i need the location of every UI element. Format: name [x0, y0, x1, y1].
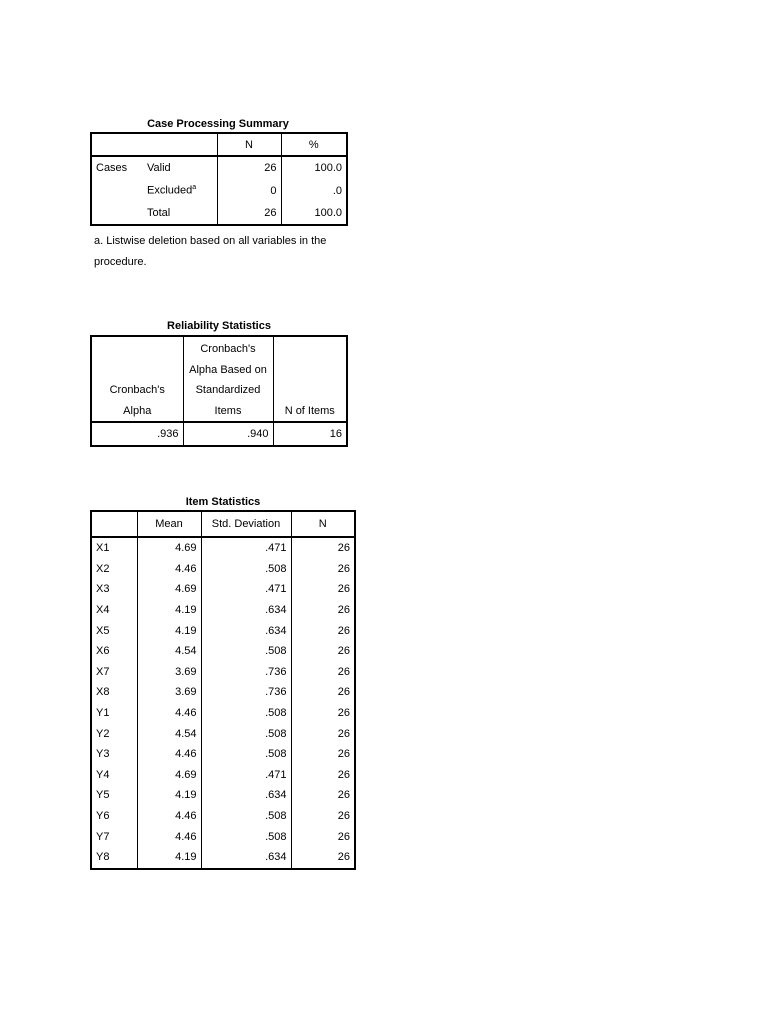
cell-item: Y2	[96, 727, 110, 740]
group-label: Cases	[96, 162, 128, 174]
table-header-row	[91, 511, 355, 537]
cell-item: X1	[96, 542, 110, 555]
cell-mean: 4.19	[137, 785, 201, 806]
table-row	[91, 723, 355, 744]
col-header-mean: Mean	[137, 511, 201, 537]
item-rows	[91, 537, 355, 869]
header-line: Alpha	[123, 404, 152, 417]
cell-n: 26	[291, 662, 355, 683]
cell-item: Y6	[96, 810, 110, 823]
cell-sd: .634	[201, 785, 291, 806]
cell-n: 26	[291, 785, 355, 806]
col-header-n: N	[291, 511, 355, 537]
header-blank	[91, 133, 217, 156]
cell-item: Y7	[96, 830, 110, 843]
header-line: Cronbach's	[200, 343, 256, 355]
cell-sd: .471	[201, 765, 291, 786]
cell-mean: 4.19	[137, 847, 201, 869]
cell-item: X4	[96, 604, 110, 617]
table-header-row	[91, 133, 347, 156]
cell-alpha: .936	[157, 428, 179, 440]
cell-n-items: 16	[273, 422, 347, 446]
header-line: N of Items	[284, 404, 335, 417]
cell-sd: .508	[201, 703, 291, 724]
col-header-alpha	[91, 336, 183, 422]
cell-percent: 100.0	[281, 202, 347, 225]
cell-n: 26	[291, 826, 355, 847]
header-line: Standardized	[195, 384, 261, 396]
table-row	[91, 202, 347, 225]
table-header-row	[91, 336, 347, 422]
cell-sd: .634	[201, 600, 291, 621]
table-row	[91, 785, 355, 806]
cell-n: 26	[291, 806, 355, 827]
cell-mean: 4.46	[137, 806, 201, 827]
cell-n: 26	[291, 579, 355, 600]
cell-n: 26	[291, 765, 355, 786]
cell-mean: 4.69	[137, 537, 201, 559]
table-row	[91, 662, 355, 683]
cell-item: Y3	[96, 748, 110, 761]
row-label: Valid	[147, 162, 171, 174]
cell-item: X7	[96, 665, 110, 678]
cell-n: 26	[291, 847, 355, 869]
header-line: Items	[214, 404, 242, 417]
col-header-alpha-std	[183, 336, 273, 422]
group-blank	[91, 179, 143, 202]
table-row	[91, 744, 355, 765]
cell-percent: .0	[281, 179, 347, 202]
header-line: Alpha Based on	[189, 363, 267, 376]
cell-n: 26	[291, 559, 355, 580]
cell-sd: .508	[201, 723, 291, 744]
cell-mean: 3.69	[137, 662, 201, 683]
table-row	[91, 620, 355, 641]
case-processing-title: Case Processing Summary	[147, 118, 289, 130]
cell-mean: 4.46	[137, 559, 201, 580]
col-header-n: N	[217, 133, 281, 156]
cell-item: Y1	[96, 707, 110, 720]
cell-sd: .508	[201, 744, 291, 765]
cell-sd: .508	[201, 641, 291, 662]
table-row	[91, 826, 355, 847]
cell-mean: 4.46	[137, 744, 201, 765]
table-row	[91, 156, 347, 179]
cell-n: 26	[291, 723, 355, 744]
cell-item: Y4	[96, 768, 110, 781]
cell-item: X6	[96, 645, 110, 658]
table-row	[91, 422, 347, 446]
table-row	[91, 579, 355, 600]
cell-mean: 4.69	[137, 765, 201, 786]
header-blank	[91, 511, 137, 537]
cell-mean: 4.46	[137, 703, 201, 724]
footnote: a. Listwise deletion based on all variables in the procedure.	[94, 235, 327, 268]
row-label: Total	[147, 207, 171, 219]
table-row	[91, 537, 355, 559]
table-row	[91, 682, 355, 703]
cell-n: 26	[291, 744, 355, 765]
item-stats-table	[90, 510, 356, 870]
cell-n: 26	[291, 600, 355, 621]
cell-alpha-std: .940	[183, 422, 273, 446]
cell-sd: .471	[201, 537, 291, 559]
group-blank	[91, 202, 143, 225]
cell-mean: 4.19	[137, 600, 201, 621]
table-row	[91, 641, 355, 662]
table-row	[91, 806, 355, 827]
row-label	[143, 179, 217, 202]
cell-n: 26	[291, 703, 355, 724]
col-header-sd: Std. Deviation	[201, 511, 291, 537]
item-stats-title: Item Statistics	[185, 496, 261, 508]
cell-sd: .471	[201, 579, 291, 600]
cell-n: 0	[217, 179, 281, 202]
cell-n: 26	[217, 202, 281, 225]
cell-n: 26	[291, 537, 355, 559]
cell-sd: .508	[201, 559, 291, 580]
row-label-text: Excluded	[147, 184, 193, 197]
case-processing-table	[90, 132, 348, 226]
cell-n: 26	[291, 641, 355, 662]
cell-mean: 4.69	[137, 579, 201, 600]
table-row	[91, 559, 355, 580]
cell-item: X8	[96, 686, 110, 699]
cell-n: 26	[291, 682, 355, 703]
reliability-title: Reliability Statistics	[167, 320, 271, 332]
cell-mean: 4.19	[137, 620, 201, 641]
footnote-marker: a	[192, 184, 197, 192]
cell-n: 26	[291, 620, 355, 641]
cell-percent: 100.0	[281, 156, 347, 179]
cell-n: 26	[217, 156, 281, 179]
cell-item: Y5	[96, 789, 110, 802]
col-header-percent: %	[281, 133, 347, 156]
table-row	[91, 703, 355, 724]
cell-sd: .736	[201, 682, 291, 703]
cell-item: Y8	[96, 851, 110, 864]
table-row	[91, 847, 355, 869]
cell-mean: 4.46	[137, 826, 201, 847]
reliability-table	[90, 335, 348, 447]
cell-sd: .634	[201, 620, 291, 641]
table-row	[91, 765, 355, 786]
table-row	[91, 179, 347, 202]
cell-mean: 4.54	[137, 641, 201, 662]
table-row	[91, 600, 355, 621]
cell-item: X2	[96, 562, 110, 575]
cell-sd: .508	[201, 826, 291, 847]
cell-mean: 4.54	[137, 723, 201, 744]
cell-sd: .508	[201, 806, 291, 827]
cell-mean: 3.69	[137, 682, 201, 703]
header-line: Cronbach's	[109, 384, 165, 396]
cell-sd: .736	[201, 662, 291, 683]
cell-item: X5	[96, 624, 110, 637]
cell-item: X3	[96, 583, 110, 596]
cell-sd: .634	[201, 847, 291, 869]
col-header-n-items	[273, 336, 347, 422]
